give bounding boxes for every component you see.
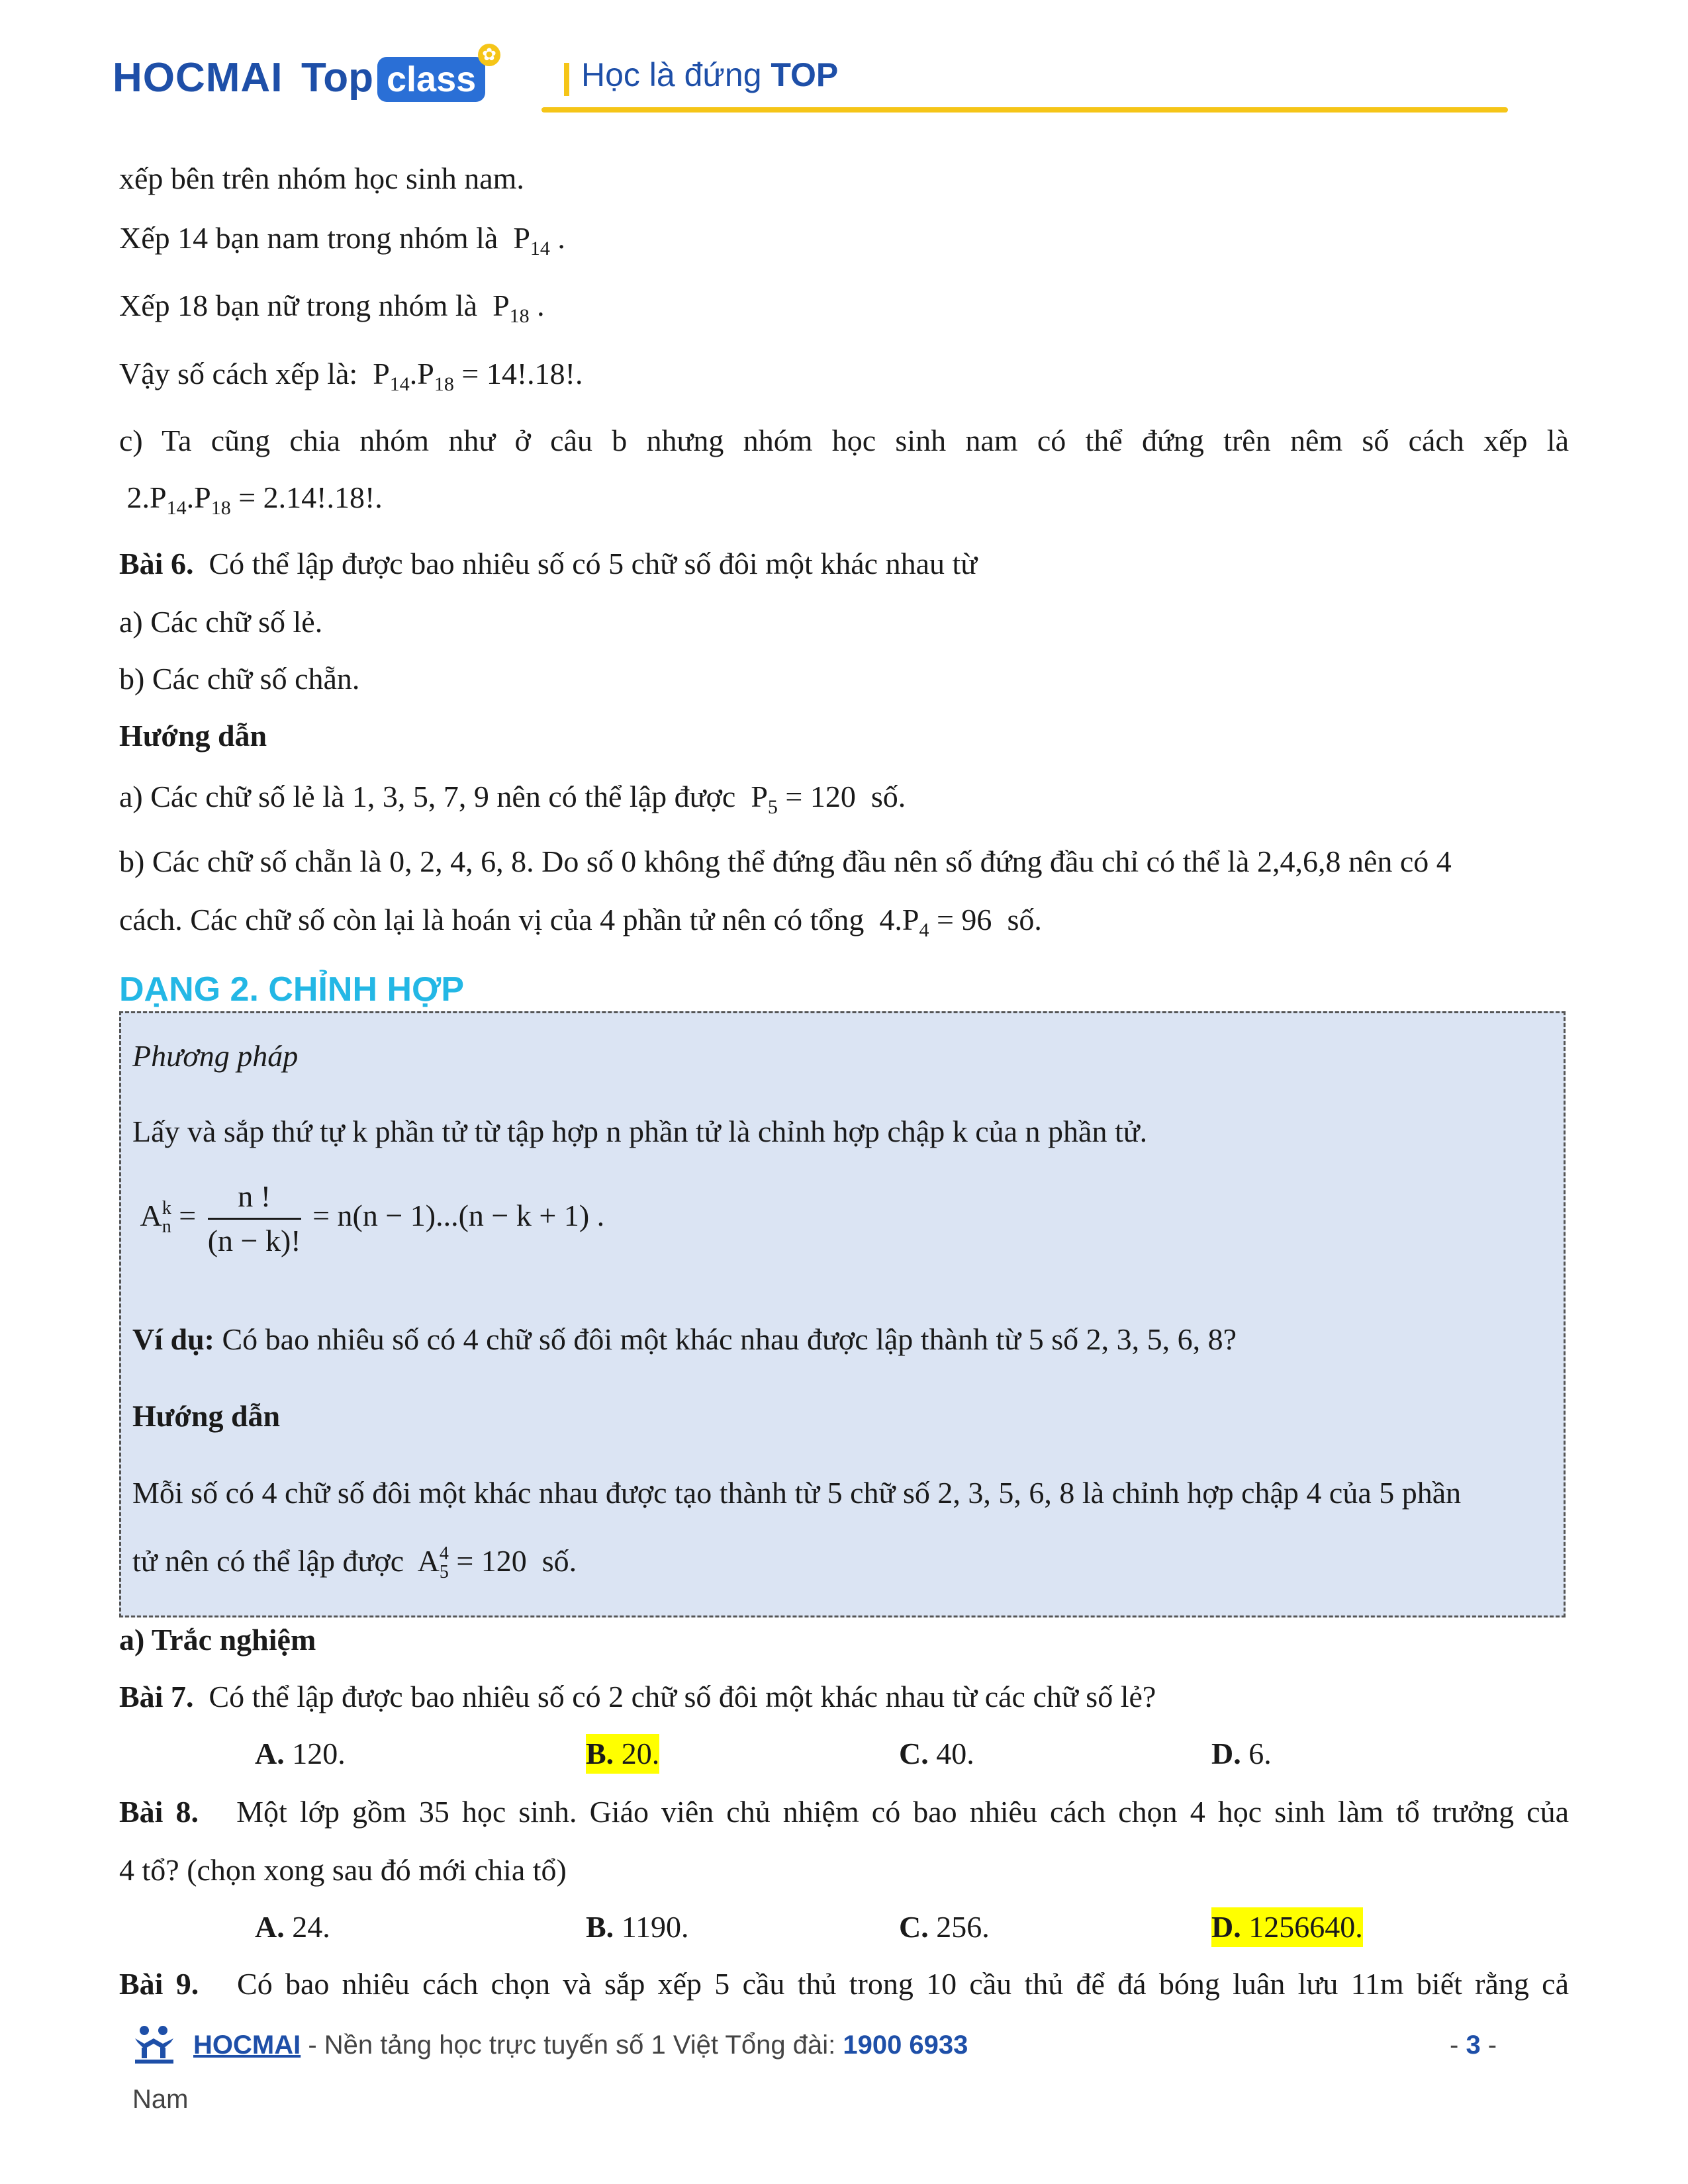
footer-brand-link[interactable]: HOCMAI: [193, 2030, 301, 2060]
method-box: [119, 1011, 1566, 1617]
hocmai-icon: [132, 2024, 176, 2065]
bai6-question: Bài 6. Có thể lập được bao nhiêu số có 5 chữ số đôi một khác nhau từ: [119, 547, 978, 580]
bai7-option-a: A. 120.: [255, 1737, 346, 1770]
bai9-question: Bài 9. Có bao nhiêu cách chọn và sắp xếp 5 cầu thủ trong 10 cầu thủ để đá bóng luân lưu 11m biết rằng cả: [119, 1967, 1570, 2001]
footer-text: HOCMAI - Nền tảng học trực tuyến số 1 Việt Tổng đài: 1900 6933: [193, 2030, 968, 2060]
example-question: Ví dụ: Có bao nhiêu số có 4 chữ số đôi một khác nhau được lập thành từ 5 số 2, 3, 5, 6, 8?: [132, 1322, 1237, 1356]
body-line-6: $2.P_{14}.P_{18} = 2.14!.18$!.: [119, 480, 383, 520]
bai8-option-c: C. 256.: [899, 1910, 990, 1944]
logo-class: class: [377, 57, 485, 102]
bai6-option-b: b) Các chữ số chẵn.: [119, 662, 360, 696]
logo-top: Top: [301, 55, 374, 101]
method-title: Phương pháp: [132, 1039, 299, 1073]
method-text: Lấy và sắp thứ tự k phần tử từ tập hợp n phần tử là chỉnh hợp chập k của n phần tử.: [132, 1115, 1148, 1148]
footer-hotline: 1900 6933: [843, 2030, 968, 2060]
bai6-guide-title: Hướng dẫn: [119, 719, 267, 752]
section-heading: DẠNG 2. CHỈNH HỢP: [119, 970, 465, 1009]
star-icon: ✿: [478, 44, 500, 66]
body-line-1: xếp bên trên nhóm học sinh nam.: [119, 161, 524, 195]
bai7-question: Bài 7. Có thể lập được bao nhiêu số có 2 chữ số đôi một khác nhau từ các chữ số lẻ?: [119, 1680, 1156, 1713]
body-line-3: Xếp 18 bạn nữ trong nhóm là $P_{18}$ .: [119, 289, 545, 328]
footer-extra: Nam: [132, 2085, 189, 2114]
bai6-guide-b-1: b) Các chữ số chẵn là 0, 2, 4, 6, 8. Do số 0 không thể đứng đầu nên số đứng đầu chỉ có thể là 2,4,6,8 nên có 4: [119, 844, 1452, 878]
logo-hocmai: HOCMAI: [113, 55, 283, 101]
bai8-option-b: B. 1190.: [586, 1910, 689, 1944]
example-guide-title: Hướng dẫn: [132, 1399, 281, 1433]
body-line-4: Vậy số cách xếp là: $P_{14}.P_{18} = 14!.18$!.: [119, 357, 583, 396]
example-guide-line-1: Mỗi số có 4 chữ số đôi một khác nhau được tạo thành từ 5 chữ số 2, 3, 5, 6, 8 là chỉnh hợp chập 4 của 5 phần: [132, 1476, 1462, 1510]
slogan: Học là đứng TOP: [581, 56, 839, 93]
formula-fraction: $\frac{n !}{(n - k)!}$: [207, 1179, 301, 1257]
bai6-option-a: a) Các chữ số lẻ.: [119, 605, 323, 639]
bai8-question-2: 4 tổ? (chọn xong sau đó mới chia tổ): [119, 1853, 567, 1887]
slogan-divider: [564, 63, 569, 96]
body-line-2: Xếp 14 bạn nam trong nhóm là $P_{14}$ .: [119, 221, 565, 260]
bai6-guide-a: a) Các chữ số lẻ là 1, 3, 5, 7, 9 nên có thể lập được $P_5 = 120$ số.: [119, 780, 906, 819]
bai7-option-b: B. 20.: [586, 1734, 659, 1774]
bai7-option-c: C. 40.: [899, 1737, 974, 1770]
section-a-title: a) Trắc nghiệm: [119, 1623, 316, 1657]
bai8-option-d: D. 1256640.: [1211, 1907, 1363, 1947]
bai6-guide-b-2: cách. Các chữ số còn lại là hoán vị của 4 phần tử nên có tổng $4.P_4 = 96$ số.: [119, 903, 1042, 942]
bai7-option-d: D. 6.: [1211, 1737, 1272, 1770]
example-guide-line-2: tử nên có thể lập được $A^4_5 = 120$ số.: [132, 1543, 577, 1583]
body-line-5: c) Ta cũng chia nhóm như ở câu b nhưng nhóm học sinh nam có thể đứng trên nêm số cách xếp là: [119, 424, 1569, 457]
page-number: - 3 -: [1450, 2030, 1497, 2060]
bai8-option-a: A. 24.: [255, 1910, 330, 1944]
formula: $A^k_n$ = $\frac{n !}{(n - k)!}$ = n(n − 1)...(n − k + 1) .: [132, 1178, 604, 1259]
bai8-question-1: Bài 8. Một lớp gồm 35 học sinh. Giáo viên chủ nhiệm có bao nhiêu cách chọn 4 học sinh làm tổ trưởng của: [119, 1795, 1570, 1829]
header-divider: [541, 107, 1508, 113]
